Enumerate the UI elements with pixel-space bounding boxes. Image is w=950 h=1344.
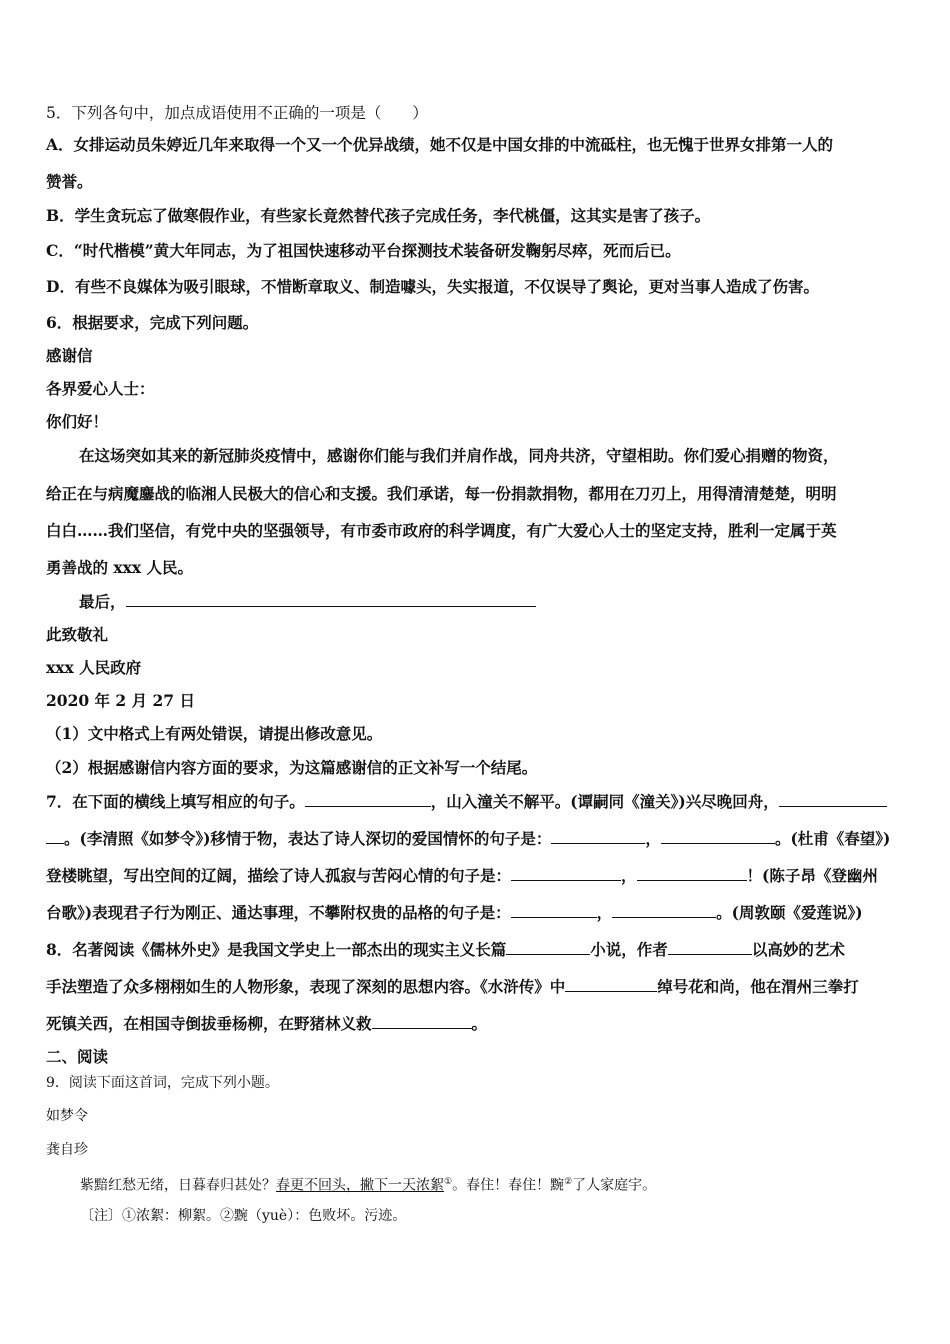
q7-line1 [46,792,887,812]
q7-text: 。(周敦颐《爱莲说》) [716,903,863,922]
q8-text: 手法塑造了众多栩栩如生的人物形象，表现了深刻的思想内容。《水浒传》中 [46,977,566,996]
answer-blank[interactable] [637,866,747,881]
answer-blank[interactable] [305,792,431,807]
poem-text-part: 。春住！春住！黦 [452,1177,565,1194]
q8-text: 小说，作者 [590,940,668,959]
q7-text: 。(杜甫《春望》) [774,829,891,848]
letter-closing: 此致敬礼 [46,625,109,644]
q6-stem: 6．根据要求，完成下列问题。 [46,313,259,332]
answer-blank[interactable] [612,903,716,918]
letter-signer: xxx 人民政府 [46,658,142,677]
q6-sub2: （2）根据感谢信内容方面的要求，为这篇感谢信的正文补写一个结尾。 [46,758,538,777]
poem-text [80,1172,656,1196]
poem-text-part: 紫黯红愁无绪，日暮春归甚处？ [80,1177,276,1194]
q5-option-c: C．“时代楷模”黄大年同志，为了祖国快速移动平台探测技术装备研发鞠躬尽瘁，死而后已。 [46,241,681,260]
q5-stem: 5．下列各句中，加点成语使用不正确的一项是（ ） [46,104,428,122]
letter-body-line2: 给正在与病魔鏖战的临湘人民极大的信心和支援。我们承诺，每一份捐款捐物，都用在刀刃上，用得清清楚楚，明明 [46,484,837,503]
answer-blank[interactable] [511,903,597,918]
answer-blank[interactable] [668,940,752,955]
letter-body-line3: 白白……我们坚信，有党中央的坚强领导，有市委市政府的科学调度，有广大爱心人士的坚定支持，胜利一定属于英 [46,521,837,540]
answer-blank[interactable] [372,1014,472,1029]
q8-line1 [46,940,845,960]
poem-text-part: 了人家庭宇。 [572,1177,657,1194]
poem-author: 龚自珍 [46,1142,88,1158]
q7-line4 [46,903,863,923]
answer-blank[interactable] [779,792,887,807]
q7-line2 [46,829,890,849]
poem-title: 如梦令 [46,1108,88,1124]
letter-greeting: 你们好！ [46,412,109,431]
letter-salutation: 各界爱心人士： [46,379,155,398]
q5-option-d: D．有些不良媒体为吸引眼球，不惜断章取义、制造噱头，失实报道，不仅误导了舆论，更对当事人造成了伤害。 [46,277,819,296]
q8-text: 绰号花和尚，他在渭州三拳打 [657,977,859,996]
answer-blank[interactable] [551,829,645,844]
q8-line2 [46,977,859,997]
letter-last-label: 最后， [79,592,126,611]
letter-title: 感谢信 [46,346,93,365]
q7-line3 [46,866,878,886]
q9-stem: 9．阅读下面这首词，完成下列小题。 [46,1075,279,1091]
q7-text: ， [621,866,637,885]
q7-text: ！(陈子昂《登幽州 [746,866,878,885]
answer-blank[interactable] [511,866,621,881]
footnote-mark: ① [444,1177,453,1187]
q5-option-b: B．学生贪玩忘了做寒假作业，有些家长竟然替代孩子完成任务，李代桃僵，这其实是害了孩子。 [46,206,711,225]
q8-text: 死镇关西，在相国寺倒拔垂杨柳，在野猪林义救 [46,1014,372,1033]
letter-date: 2020 年 2 月 27 日 [46,691,195,710]
poem-underlined-line: 春更不回头，撇下一天浓絮 [276,1177,444,1194]
poem-note: 〔注〕①浓絮：柳絮。②黦（yuè）：色败坏。污迹。 [80,1208,407,1224]
answer-blank[interactable] [565,977,657,992]
answer-blank[interactable] [126,592,536,607]
q7-stem: 7．在下面的横线上填写相应的句子。 [46,792,305,811]
footnote-mark: ② [564,1177,573,1187]
q7-text: 。(李清照《如梦令》)移情于物，表达了诗人深切的爱国情怀的句子是： [64,829,552,848]
q6-sub1: （1）文中格式上有两处错误，请提出修改意见。 [46,724,383,743]
answer-blank[interactable] [506,940,590,955]
answer-blank[interactable] [661,829,775,844]
q8-text: 以高妙的艺术 [751,940,845,959]
q7-text: ， [645,829,661,848]
answer-blank[interactable] [46,829,64,844]
q8-stem: 8．名著阅读《儒林外史》是我国文学史上一部杰出的现实主义长篇 [46,940,507,959]
q7-text: 台歌》)表现君子行为刚正、通达事理，不攀附权贵的品格的句子是： [46,903,511,922]
q5-option-a-line2: 赞誉。 [46,172,93,191]
letter-body-line1: 在这场突如其来的新冠肺炎疫情中，感谢你们能与我们并肩作战，同舟共济，守望相助。你们爱心捐赠的物资， [79,446,839,465]
q7-text: ，山入潼关不解平。(谭嗣同《潼关》)兴尽晚回舟， [430,792,779,811]
q8-line3 [46,1014,487,1034]
q7-text: ， [596,903,613,922]
q7-text: 登楼眺望，写出空间的辽阔，描绘了诗人孤寂与苦闷心情的句子是： [46,866,512,885]
letter-last-line [79,592,536,612]
section-heading: 二、阅读 [46,1047,109,1066]
q8-text: 。 [471,1014,488,1033]
letter-body-line4: 勇善战的 xxx 人民。 [46,558,194,577]
q5-option-a-line1: A．女排运动员朱婷近几年来取得一个又一个优异战绩，她不仅是中国女排的中流砥柱，也无愧于世界女排第一人的 [46,135,834,154]
